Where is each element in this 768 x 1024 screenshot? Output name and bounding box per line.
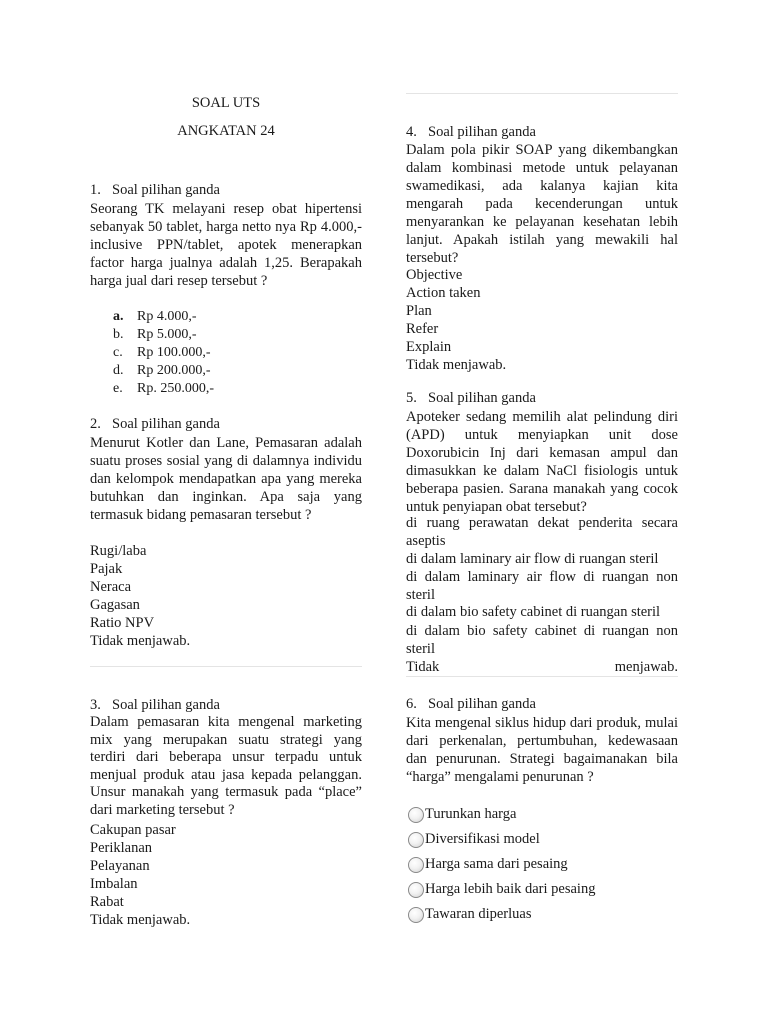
q3-question: Dalam pemasaran kita mengenal marketing mix yang merupakan suatu strategi yang terdiri dari beberapa unsur terpadu untuk menjual produk atau jasa kepada pelanggan. Unsur manakah yang termasuk pada “place” dari marketing tersebut ? [90, 714, 362, 818]
radio-button-icon[interactable] [408, 857, 424, 873]
q5-option: Tidak menjawab. [406, 659, 678, 675]
q5-option: di dalam laminary air flow di ruangan steril [406, 551, 659, 567]
q3-option: Tidak menjawab. [90, 912, 191, 928]
q5-option: di dalam bio safety cabinet di ruangan steril [406, 604, 661, 620]
q2-option: Gagasan [90, 597, 140, 613]
q6-heading [406, 696, 536, 713]
q6-option-5[interactable] [408, 906, 531, 923]
q2-option: Neraca [90, 579, 132, 595]
q4-heading-text: Soal pilihan ganda [428, 124, 536, 140]
q1-option-b: b. Rp 5.000,- [113, 327, 197, 342]
q4-option: Tidak menjawab. [406, 357, 507, 373]
q3-option: Periklanan [90, 840, 153, 856]
doc-title: SOAL UTS [191, 95, 261, 111]
q2-option: Ratio NPV [90, 615, 155, 631]
q6-option-3[interactable] [408, 856, 568, 873]
q1-question: Seorang TK melayani resep obat hipertensi sebanyak 50 tablet, harga netto nya Rp 4.000,- inclusive PPN/tablet, apotek menerapkan factor harga jualnya adalah 1,25. Berapakah harga jual dari resep tersebut ? [90, 201, 362, 289]
q4-option: Explain [406, 339, 452, 355]
q3-heading-text: Soal pilihan ganda [112, 697, 220, 713]
divider [406, 93, 678, 94]
q5-heading [406, 390, 536, 407]
q5-number: 5. [406, 390, 417, 406]
q5-option: di dalam laminary air flow di ruangan non steril [406, 569, 678, 603]
q1-option-a: a. Rp 4.000,- [113, 309, 197, 324]
q3-option: Pelayanan [90, 858, 150, 874]
q1-option-e: e. Rp. 250.000,- [113, 381, 214, 396]
q4-heading [406, 124, 536, 141]
q6-question: Kita mengenal siklus hidup dari produk, mulai dari perkenalan, pertumbuhan, kedewasaan dan penurunan. Strategi bagaimanakan bila “harga” mengalami penurunan ? [406, 715, 678, 785]
q1-heading [90, 182, 220, 199]
q1-heading-text: Soal pilihan ganda [112, 182, 220, 198]
q1-number: 1. [90, 182, 101, 198]
radio-button-icon[interactable] [408, 807, 424, 823]
q4-option: Plan [406, 303, 432, 319]
q6-option-1[interactable] [408, 806, 516, 823]
divider [90, 666, 362, 667]
q6-option-label: Turunkan harga [425, 806, 517, 822]
q6-option-label: Harga lebih baik dari pesaing [425, 881, 596, 897]
radio-button-icon[interactable] [408, 907, 424, 923]
q3-option: Imbalan [90, 876, 138, 892]
q3-heading [90, 697, 220, 714]
q6-option-label: Harga sama dari pesaing [425, 856, 568, 872]
q2-option: Rugi/laba [90, 543, 147, 559]
q6-option-2[interactable] [408, 831, 540, 848]
q5-heading-text: Soal pilihan ganda [428, 390, 536, 406]
q4-option: Action taken [406, 285, 481, 301]
q4-option: Objective [406, 267, 463, 283]
q6-number: 6. [406, 696, 417, 712]
q2-option: Pajak [90, 561, 123, 577]
q3-option: Rabat [90, 894, 124, 910]
q4-number: 4. [406, 124, 417, 140]
q1-option-c: c. Rp 100.000,- [113, 345, 211, 360]
q5-option: di dalam bio safety cabinet di ruangan non steril [406, 623, 678, 657]
doc-subtitle: ANGKATAN 24 [177, 123, 275, 139]
q1-option-d: d. Rp 200.000,- [113, 363, 211, 378]
q2-number: 2. [90, 416, 101, 432]
q2-heading [90, 416, 220, 433]
q6-option-4[interactable] [408, 881, 595, 898]
q4-question: Dalam pola pikir SOAP yang dikembangkan dalam kombinasi metode untuk pelayanan swamedikasi, ada kalanya kajian kita mengarah pada kecenderungan untuk menyarankan ke pelayanan kesehatan lebih lanjut. Apakah istilah yang mewakili hal tersebut? [406, 142, 678, 266]
q6-option-label: Diversifikasi model [425, 831, 540, 847]
radio-button-icon[interactable] [408, 882, 424, 898]
radio-button-icon[interactable] [408, 832, 424, 848]
q4-option: Refer [406, 321, 439, 337]
q6-heading-text: Soal pilihan ganda [428, 696, 536, 712]
q5-option: di ruang perawatan dekat penderita secara aseptis [406, 515, 678, 549]
q6-option-label: Tawaran diperluas [425, 906, 532, 922]
q2-question: Menurut Kotler dan Lane, Pemasaran adalah suatu proses sosial yang di dalamnya individu dan kelompok mendapatkan apa yang mereka butuhkan dan inginkan. Apa saja yang termasuk bidang pemasaran tersebut ? [90, 435, 362, 523]
q3-number: 3. [90, 697, 101, 713]
q3-option: Cakupan pasar [90, 822, 176, 838]
divider [406, 676, 678, 677]
q5-question: Apoteker sedang memilih alat pelindung diri (APD) untuk menyiapkan unit dose Doxorubicin Inj dari kemasan ampul dan dimasukkan ke dalam NaCl fisiologis untuk beberapa pasien. Sarana manakah yang cocok untuk penyiapan obat tersebut? [406, 409, 678, 515]
q2-heading-text: Soal pilihan ganda [112, 416, 220, 432]
q2-option: Tidak menjawab. [90, 633, 191, 649]
